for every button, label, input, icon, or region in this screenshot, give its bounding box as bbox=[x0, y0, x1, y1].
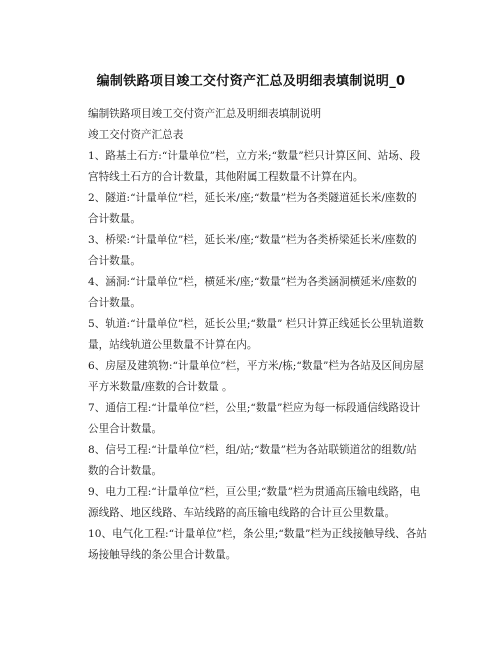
paragraph-line: 9、电力工程:“计量单位”栏，亘公里;“数量”栏为贯通高压输电线路，电 bbox=[88, 486, 421, 498]
paragraph-line: 8、信号工程:“计量单位”栏，组/站;“数量”栏为各站联锁道岔的组数/站 bbox=[88, 444, 417, 456]
paragraph-line: 4、涵洞:“计量单位”栏，横延米/座;“数量”栏为各类涵洞横延米/座数的 bbox=[88, 276, 417, 288]
paragraph-line: 数的合计数量。 bbox=[88, 465, 163, 477]
paragraph-line: 合计数量。 bbox=[88, 255, 141, 267]
paragraph-line: 宫特线土石方的合计数量，其他附属工程数量不计算在内。 bbox=[88, 171, 364, 183]
paragraph-line: 量，站线轨道公里数量不计算在内。 bbox=[88, 339, 258, 351]
paragraph-line: 2、隧道:“计量单位”栏，延长米/座;“数量”栏为各类隧道延长米/座数的 bbox=[88, 192, 417, 204]
paragraph-line: 平方米数量/座数的合计数量 。 bbox=[88, 381, 233, 393]
paragraph-line: 7、通信工程:“计量单位”栏，公里;“数量”栏应为每一标段通信线路设计 bbox=[88, 402, 421, 414]
paragraph-line: 10、电气化工程:“计量单位”栏，条公里;“数量”栏为正线接触导线、各站 bbox=[88, 528, 427, 540]
paragraph-line: 1、路基土石方:“计量单位”栏，立方米;“数量”栏只计算区间、站场、段 bbox=[88, 150, 421, 162]
section-heading: 竣工交付资产汇总表 bbox=[88, 129, 184, 141]
document-title: 编制铁路项目竣工交付资产汇总及明细表填制说明_0 bbox=[96, 74, 406, 89]
paragraph-line: 5、轨道:“计量单位”栏，延长公里;“数量” 栏只计算正线延长公里轨道数 bbox=[88, 318, 424, 330]
paragraph-line: 公里合计数量。 bbox=[88, 423, 163, 435]
paragraph-line: 合计数量。 bbox=[88, 297, 141, 309]
paragraph-line: 6、房屋及建筑物:“计量单位”栏，平方米/栋;“数量”栏为各站及区间房屋 bbox=[88, 360, 424, 372]
paragraph-line: 编制铁路项目竣工交付资产汇总及明细表填制说明 bbox=[88, 108, 322, 120]
document-body bbox=[88, 104, 427, 566]
paragraph-line: 源线路、地区线路、车站线路的高压输电线路的合计亘公里数量。 bbox=[88, 507, 396, 519]
paragraph-line: 3、桥梁:“计量单位”栏，延长米/座;“数量”栏为各类桥梁延长米/座数的 bbox=[88, 234, 417, 246]
paragraph-line: 场接触导线的条公里合计数量。 bbox=[88, 549, 237, 561]
paragraph-line: 合计数量。 bbox=[88, 213, 141, 225]
